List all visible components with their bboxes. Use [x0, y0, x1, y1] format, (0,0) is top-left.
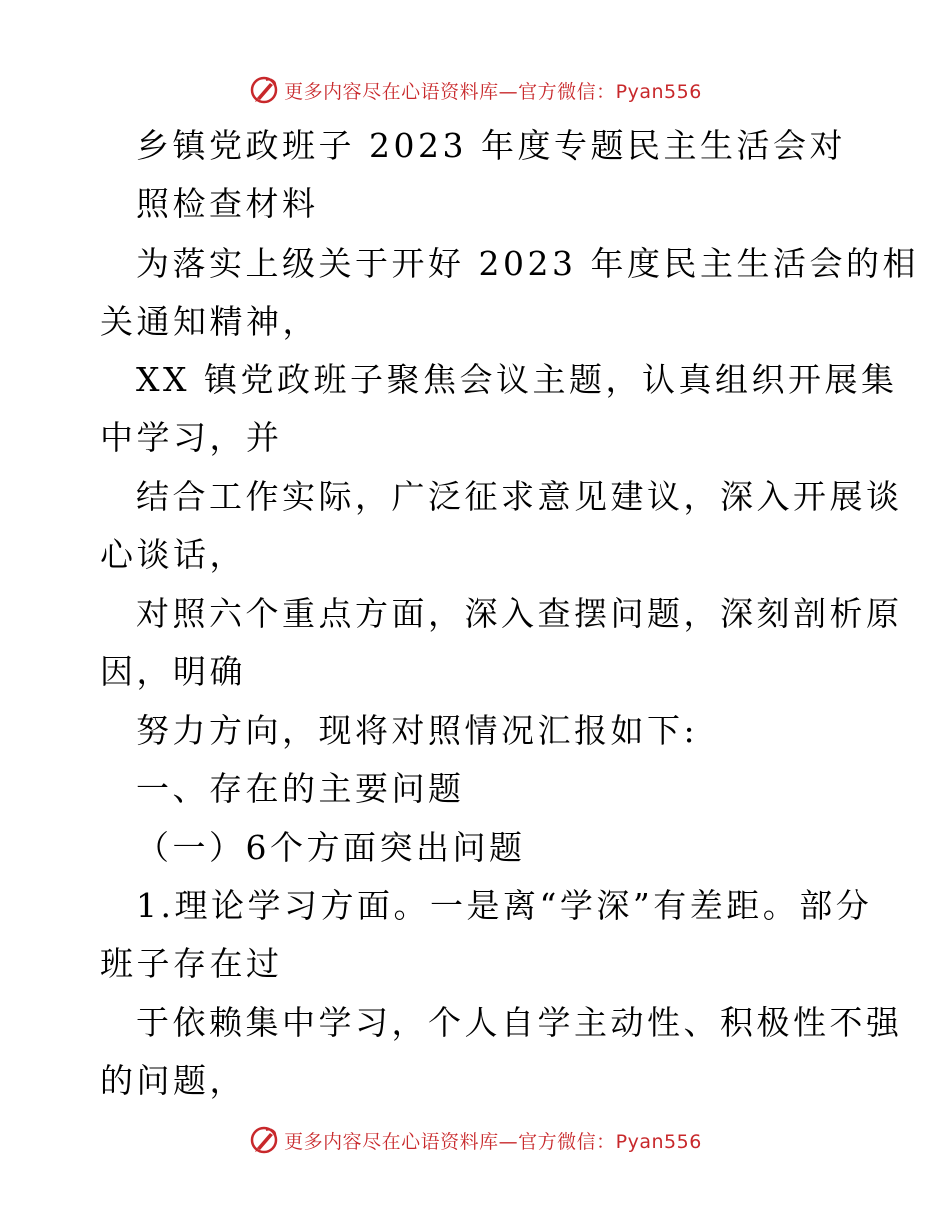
- paragraph-line: 为落实上级关于开好 2023 年度民主生活会的相: [136, 244, 919, 283]
- paragraph-line: 心谈话，: [100, 535, 246, 574]
- paragraph-line: 的问题，: [100, 1061, 246, 1100]
- paragraph-line: 结合工作实际，广泛征求意见建议，深入开展谈: [136, 477, 903, 516]
- watermark-text: 更多内容尽在心语资料库—官方微信：Pyan556: [284, 1130, 702, 1153]
- paragraph-line: XX 镇党政班子聚焦会议主题，认真组织开展集: [136, 360, 898, 399]
- paragraph-line: 因，明确: [100, 652, 246, 691]
- section-heading: 一、存在的主要问题: [136, 769, 465, 808]
- paragraph-line: 1.理论学习方面。一是离“学深”有差距。部分: [136, 886, 873, 925]
- quill-pen-circle-icon: [248, 1124, 280, 1156]
- doc-title-line-1: 乡镇党政班子 2023 年度专题民主生活会对: [136, 126, 846, 165]
- paragraph-line: 关通知精神，: [100, 302, 319, 341]
- watermark-banner-bottom: [0, 1120, 950, 1160]
- watermark-text: 更多内容尽在心语资料库—官方微信：Pyan556: [284, 80, 702, 103]
- paragraph-line: 班子存在过: [100, 944, 283, 983]
- subsection-heading: （一）6个方面突出问题: [136, 828, 526, 867]
- paragraph-line: 于依赖集中学习，个人自学主动性、积极性不强: [136, 1003, 903, 1042]
- doc-title-line-2: 照检查材料: [136, 184, 319, 223]
- paragraph-line: 努力方向，现将对照情况汇报如下:: [136, 711, 699, 750]
- watermark-banner-top: [0, 70, 950, 110]
- paragraph-line: 对照六个重点方面，深入查摆问题，深刻剖析原: [136, 594, 903, 633]
- quill-pen-circle-icon: [248, 74, 280, 106]
- paragraph-line: 中学习，并: [100, 418, 283, 457]
